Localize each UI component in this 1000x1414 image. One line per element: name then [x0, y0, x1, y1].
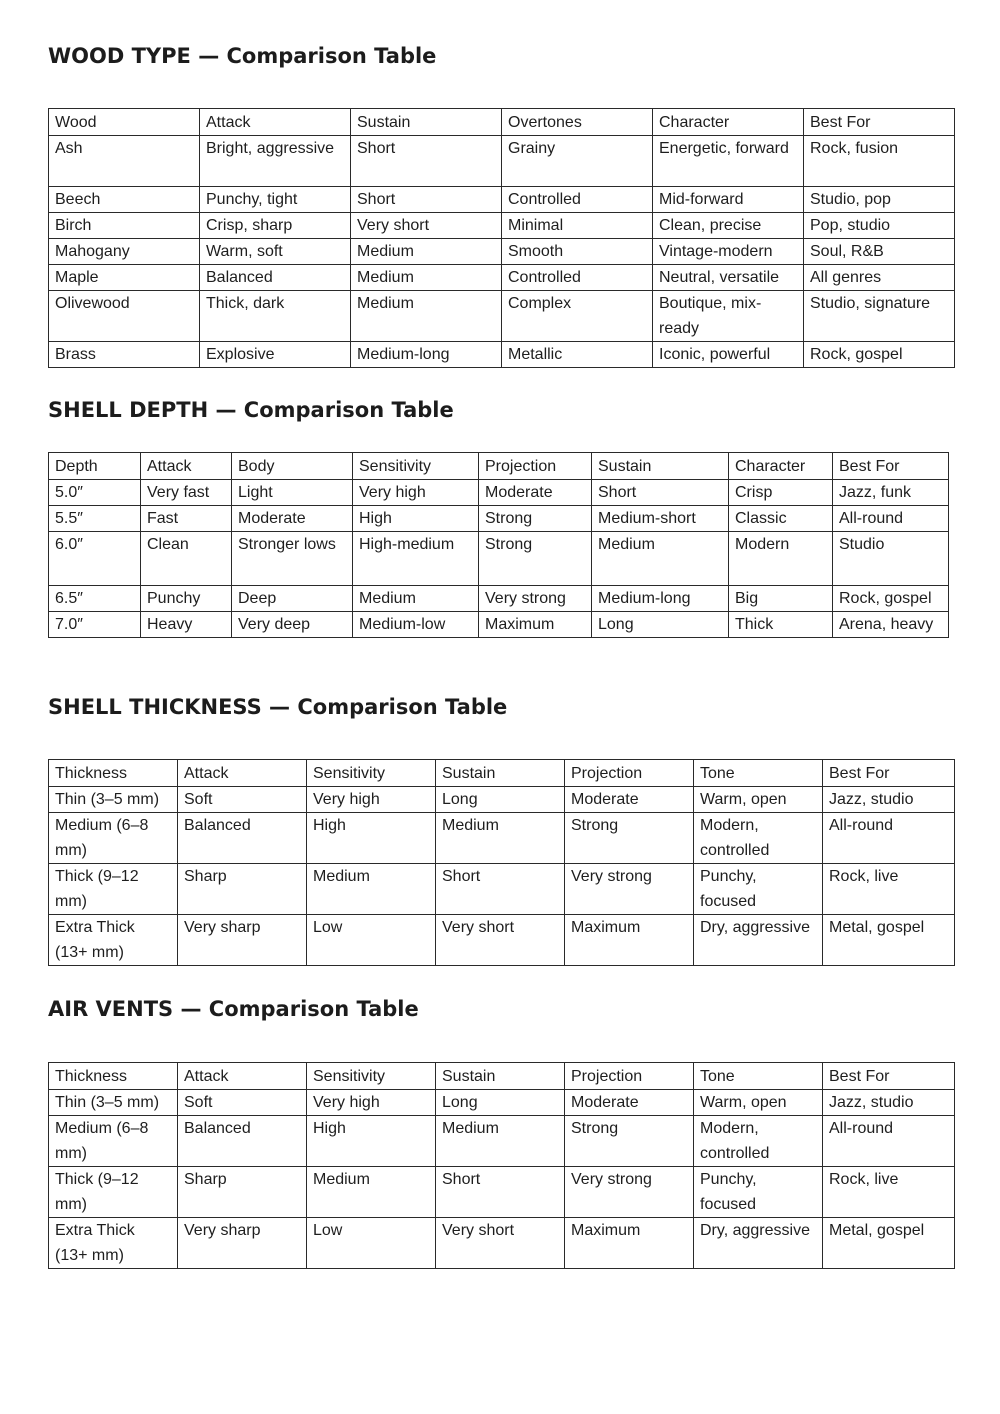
table-cell: Arena, heavy [833, 612, 949, 638]
table-row [49, 532, 949, 586]
table-cell: Light [232, 480, 353, 506]
table-cell: Moderate [565, 787, 694, 813]
table-cell: Extra Thick (13+ mm) [49, 915, 178, 966]
table-cell: Very short [436, 1218, 565, 1269]
table-row [49, 213, 955, 239]
table-cell: Clean, precise [653, 213, 804, 239]
table-cell: Big [729, 586, 833, 612]
table-cell: Mahogany [49, 239, 200, 265]
table-row [49, 612, 949, 638]
shell-thickness-heading: SHELL THICKNESS — Comparison Table [48, 695, 508, 719]
table-cell: Dry, aggressive [694, 1218, 823, 1269]
table-cell: Medium [353, 586, 479, 612]
table-cell: Short [351, 187, 502, 213]
table-cell: Low [307, 1218, 436, 1269]
column-header: Attack [141, 453, 232, 480]
column-header: Sensitivity [307, 1063, 436, 1090]
table-cell: Rock, gospel [804, 342, 955, 368]
table-cell: Long [436, 1090, 565, 1116]
table-cell: All-round [833, 506, 949, 532]
table-cell: 7.0″ [49, 612, 141, 638]
table-cell: Thick (9–12 mm) [49, 1167, 178, 1218]
table-cell: Strong [479, 506, 592, 532]
column-header: Best For [823, 1063, 955, 1090]
table-row [49, 915, 955, 966]
shell-depth-heading: SHELL DEPTH — Comparison Table [48, 398, 454, 422]
table-row [49, 239, 955, 265]
table-cell: Punchy, focused [694, 864, 823, 915]
column-header: Character [729, 453, 833, 480]
table-cell: Studio, pop [804, 187, 955, 213]
column-header: Sustain [436, 1063, 565, 1090]
air-vents-heading: AIR VENTS — Comparison Table [48, 997, 419, 1021]
table-cell: Short [351, 136, 502, 187]
table-cell: All genres [804, 265, 955, 291]
table-cell: Boutique, mix-ready [653, 291, 804, 342]
table-cell: Short [592, 480, 729, 506]
table-cell: High [353, 506, 479, 532]
table-cell: Studio, signature [804, 291, 955, 342]
table-row [49, 586, 949, 612]
table-cell: Short [436, 1167, 565, 1218]
table-cell: Very high [307, 787, 436, 813]
column-header: Sustain [592, 453, 729, 480]
table-row [49, 480, 949, 506]
table-cell: 6.5″ [49, 586, 141, 612]
table-row [49, 187, 955, 213]
table-cell: Very high [307, 1090, 436, 1116]
table-cell: Medium [307, 864, 436, 915]
table-cell: Maximum [565, 915, 694, 966]
table-cell: Maximum [479, 612, 592, 638]
column-header: Projection [565, 760, 694, 787]
column-header: Character [653, 109, 804, 136]
table-cell: Medium [307, 1167, 436, 1218]
table-cell: Metal, gospel [823, 1218, 955, 1269]
column-header: Body [232, 453, 353, 480]
table-cell: Soul, R&B [804, 239, 955, 265]
table-cell: Medium [436, 813, 565, 864]
column-header: Sensitivity [353, 453, 479, 480]
table-cell: Rock, live [823, 864, 955, 915]
table-cell: Dry, aggressive [694, 915, 823, 966]
table-cell: Stronger lows [232, 532, 353, 586]
table-cell: Medium-long [592, 586, 729, 612]
table-cell: Bright, aggressive [200, 136, 351, 187]
table-cell: Complex [502, 291, 653, 342]
table-cell: Moderate [565, 1090, 694, 1116]
column-header: Depth [49, 453, 141, 480]
table-cell: Medium (6–8 mm) [49, 813, 178, 864]
table-header-row [49, 760, 955, 787]
table-cell: Short [436, 864, 565, 915]
table-cell: High [307, 1116, 436, 1167]
table-cell: Soft [178, 787, 307, 813]
table-cell: Neutral, versatile [653, 265, 804, 291]
table-cell: Rock, fusion [804, 136, 955, 187]
column-header: Best For [804, 109, 955, 136]
table-cell: Warm, soft [200, 239, 351, 265]
table-cell: Very strong [565, 864, 694, 915]
table-cell: Very short [436, 915, 565, 966]
table-cell: Explosive [200, 342, 351, 368]
column-header: Projection [565, 1063, 694, 1090]
column-header: Wood [49, 109, 200, 136]
column-header: Tone [694, 760, 823, 787]
table-cell: All-round [823, 813, 955, 864]
table-cell: Birch [49, 213, 200, 239]
table-row [49, 1116, 955, 1167]
shell-thickness-table [48, 759, 955, 966]
table-cell: Modern [729, 532, 833, 586]
table-cell: Clean [141, 532, 232, 586]
table-cell: Very strong [565, 1167, 694, 1218]
table-cell: Maximum [565, 1218, 694, 1269]
table-cell: Very fast [141, 480, 232, 506]
table-cell: Very short [351, 213, 502, 239]
table-cell: Jazz, studio [823, 1090, 955, 1116]
table-cell: Beech [49, 187, 200, 213]
column-header: Sustain [436, 760, 565, 787]
column-header: Sustain [351, 109, 502, 136]
table-cell: Classic [729, 506, 833, 532]
table-cell: Rock, gospel [833, 586, 949, 612]
table-cell: 5.5″ [49, 506, 141, 532]
table-cell: Metal, gospel [823, 915, 955, 966]
table-cell: Iconic, powerful [653, 342, 804, 368]
table-cell: Medium (6–8 mm) [49, 1116, 178, 1167]
column-header: Best For [823, 760, 955, 787]
table-cell: Ash [49, 136, 200, 187]
air-vents-table [48, 1062, 955, 1269]
column-header: Best For [833, 453, 949, 480]
table-cell: Medium [351, 265, 502, 291]
column-header: Sensitivity [307, 760, 436, 787]
table-cell: Medium-low [353, 612, 479, 638]
table-cell: Modern, controlled [694, 1116, 823, 1167]
table-row [49, 864, 955, 915]
table-cell: 5.0″ [49, 480, 141, 506]
table-cell: Rock, live [823, 1167, 955, 1218]
table-cell: Strong [479, 532, 592, 586]
table-cell: Strong [565, 1116, 694, 1167]
table-header-row [49, 1063, 955, 1090]
table-cell: All-round [823, 1116, 955, 1167]
table-cell: Maple [49, 265, 200, 291]
table-cell: Very deep [232, 612, 353, 638]
column-header: Attack [178, 1063, 307, 1090]
column-header: Projection [479, 453, 592, 480]
table-cell: Deep [232, 586, 353, 612]
column-header: Tone [694, 1063, 823, 1090]
table-row [49, 787, 955, 813]
table-cell: Olivewood [49, 291, 200, 342]
table-row [49, 136, 955, 187]
table-cell: Very sharp [178, 915, 307, 966]
table-cell: Thick (9–12 mm) [49, 864, 178, 915]
column-header: Overtones [502, 109, 653, 136]
table-cell: Soft [178, 1090, 307, 1116]
table-cell: Low [307, 915, 436, 966]
shell-depth-table [48, 452, 949, 638]
table-cell: Grainy [502, 136, 653, 187]
table-row [49, 813, 955, 864]
table-cell: Metallic [502, 342, 653, 368]
table-cell: Modern, controlled [694, 813, 823, 864]
table-cell: Crisp, sharp [200, 213, 351, 239]
table-cell: Minimal [502, 213, 653, 239]
table-cell: Sharp [178, 864, 307, 915]
table-cell: Medium [351, 239, 502, 265]
table-cell: Fast [141, 506, 232, 532]
table-cell: Balanced [200, 265, 351, 291]
table-cell: Punchy, tight [200, 187, 351, 213]
table-cell: Sharp [178, 1167, 307, 1218]
table-cell: Strong [565, 813, 694, 864]
table-cell: Controlled [502, 187, 653, 213]
table-cell: Punchy [141, 586, 232, 612]
table-cell: Brass [49, 342, 200, 368]
wood-type-table [48, 108, 955, 368]
wood-type-heading: WOOD TYPE — Comparison Table [48, 44, 437, 68]
table-cell: Very sharp [178, 1218, 307, 1269]
table-row [49, 342, 955, 368]
table-cell: Controlled [502, 265, 653, 291]
table-cell: Thin (3–5 mm) [49, 787, 178, 813]
table-cell: Thick, dark [200, 291, 351, 342]
table-cell: Energetic, forward [653, 136, 804, 187]
table-cell: Studio [833, 532, 949, 586]
table-cell: Long [592, 612, 729, 638]
table-cell: Moderate [232, 506, 353, 532]
column-header: Attack [200, 109, 351, 136]
column-header: Thickness [49, 760, 178, 787]
table-cell: Extra Thick (13+ mm) [49, 1218, 178, 1269]
table-cell: Warm, open [694, 787, 823, 813]
table-cell: Medium [436, 1116, 565, 1167]
table-cell: 6.0″ [49, 532, 141, 586]
table-row [49, 265, 955, 291]
table-header-row [49, 109, 955, 136]
table-cell: Thin (3–5 mm) [49, 1090, 178, 1116]
table-cell: Long [436, 787, 565, 813]
table-cell: Medium [351, 291, 502, 342]
table-cell: Balanced [178, 1116, 307, 1167]
table-cell: High-medium [353, 532, 479, 586]
table-cell: Very strong [479, 586, 592, 612]
table-cell: Jazz, funk [833, 480, 949, 506]
table-cell: Very high [353, 480, 479, 506]
table-cell: Vintage-modern [653, 239, 804, 265]
table-cell: Crisp [729, 480, 833, 506]
column-header: Thickness [49, 1063, 178, 1090]
table-row [49, 1218, 955, 1269]
table-cell: Balanced [178, 813, 307, 864]
table-cell: Medium-long [351, 342, 502, 368]
table-cell: Pop, studio [804, 213, 955, 239]
table-cell: Jazz, studio [823, 787, 955, 813]
table-cell: Punchy, focused [694, 1167, 823, 1218]
table-cell: Heavy [141, 612, 232, 638]
table-cell: High [307, 813, 436, 864]
table-row [49, 1167, 955, 1218]
table-header-row [49, 453, 949, 480]
table-cell: Smooth [502, 239, 653, 265]
table-row [49, 506, 949, 532]
table-row [49, 1090, 955, 1116]
table-row [49, 291, 955, 342]
table-cell: Medium-short [592, 506, 729, 532]
table-cell: Thick [729, 612, 833, 638]
table-cell: Moderate [479, 480, 592, 506]
table-cell: Mid-forward [653, 187, 804, 213]
table-cell: Medium [592, 532, 729, 586]
table-cell: Warm, open [694, 1090, 823, 1116]
column-header: Attack [178, 760, 307, 787]
